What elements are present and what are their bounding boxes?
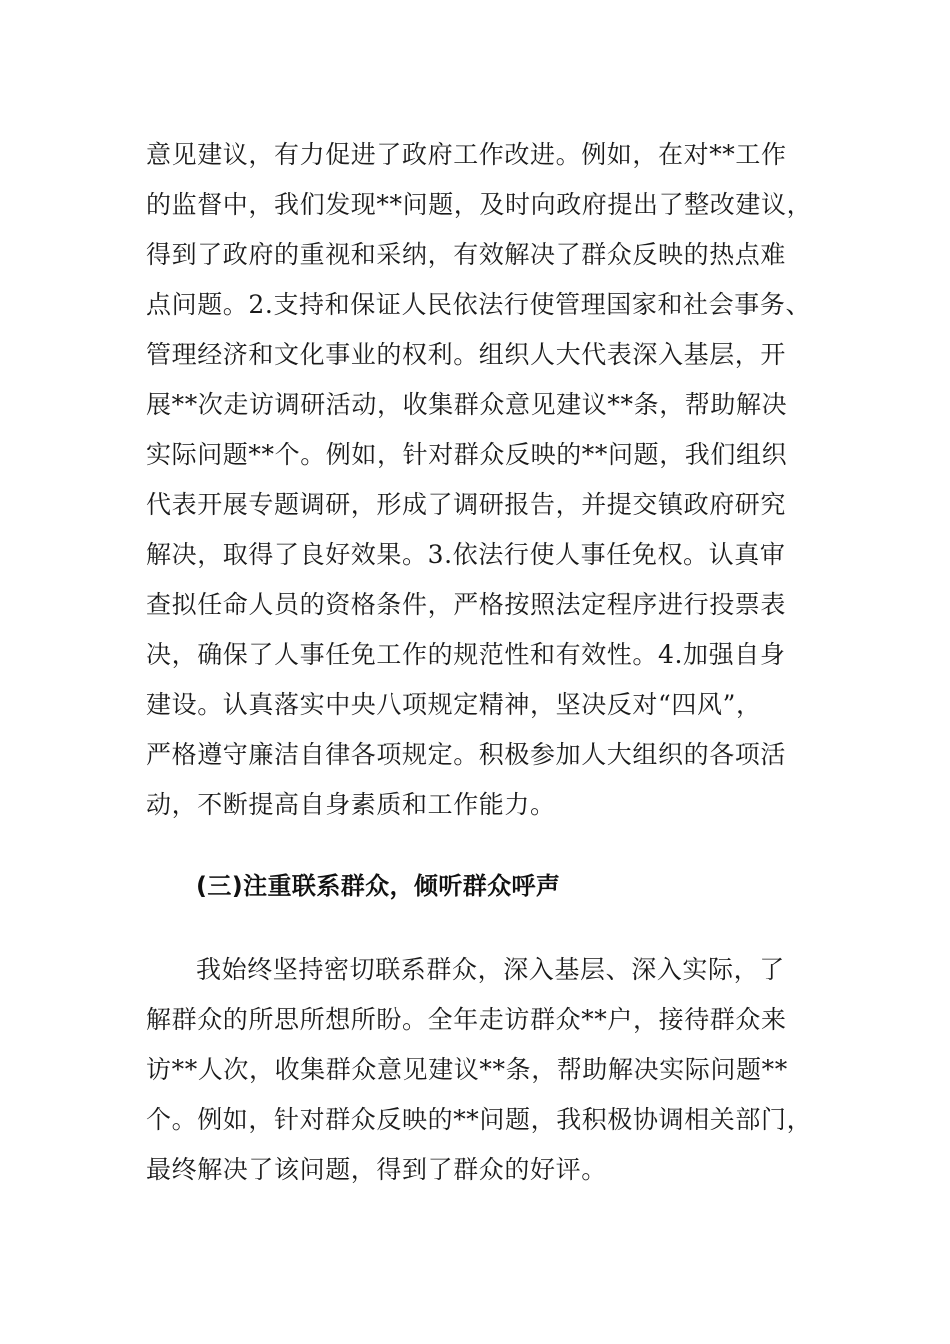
paragraph-line: 展**次走访调研活动，收集群众意见建议**条，帮助解决: [146, 390, 788, 419]
paragraph-line: 动，不断提高自身素质和工作能力。: [146, 790, 556, 819]
paragraph-line: 查拟任命人员的资格条件，严格按照法定程序进行投票表: [146, 590, 787, 619]
body-paragraph-2: [146, 945, 813, 1195]
section-heading: (三)注重联系群众，倾听群众呼声: [196, 872, 561, 900]
paragraph-line: 管理经济和文化事业的权利。组织人大代表深入基层，开: [146, 340, 787, 369]
paragraph-line: 解群众的所思所想所盼。全年走访群众**户，接待群众来: [146, 1005, 787, 1034]
paragraph-line: 最终解决了该问题，得到了群众的好评。: [146, 1155, 607, 1184]
paragraph-line: 意见建议，有力促进了政府工作改进。例如，在对**工作: [146, 140, 787, 169]
paragraph-line: 严格遵守廉洁自律各项规定。积极参加人大组织的各项活: [146, 740, 787, 769]
paragraph-line: 实际问题**个。例如，针对群众反映的**问题，我们组织: [146, 440, 788, 469]
paragraph-line: 我始终坚持密切联系群众，深入基层、深入实际，了: [196, 955, 785, 984]
paragraph-line: 点问题。2.支持和保证人民依法行使管理国家和社会事务、: [146, 290, 812, 319]
paragraph-line: 决，确保了人事任免工作的规范性和有效性。4.加强自身: [146, 640, 786, 669]
paragraph-line: 建设。认真落实中央八项规定精神，坚决反对“四风”，: [146, 690, 762, 719]
paragraph-line: 访**人次，收集群众意见建议**条，帮助解决实际问题**: [146, 1055, 788, 1084]
paragraph-line: 解决，取得了良好效果。3.依法行使人事任免权。认真审: [146, 540, 786, 569]
paragraph-line: 得到了政府的重视和采纳，有效解决了群众反映的热点难: [146, 240, 787, 269]
paragraph-line: 的监督中，我们发现**问题，及时向政府提出了整改建议，: [146, 190, 813, 219]
paragraph-line: 个。例如，针对群众反映的**问题，我积极协调相关部门，: [146, 1105, 813, 1134]
body-paragraph-1: [146, 130, 813, 830]
paragraph-line: 代表开展专题调研，形成了调研报告，并提交镇政府研究: [146, 490, 787, 519]
